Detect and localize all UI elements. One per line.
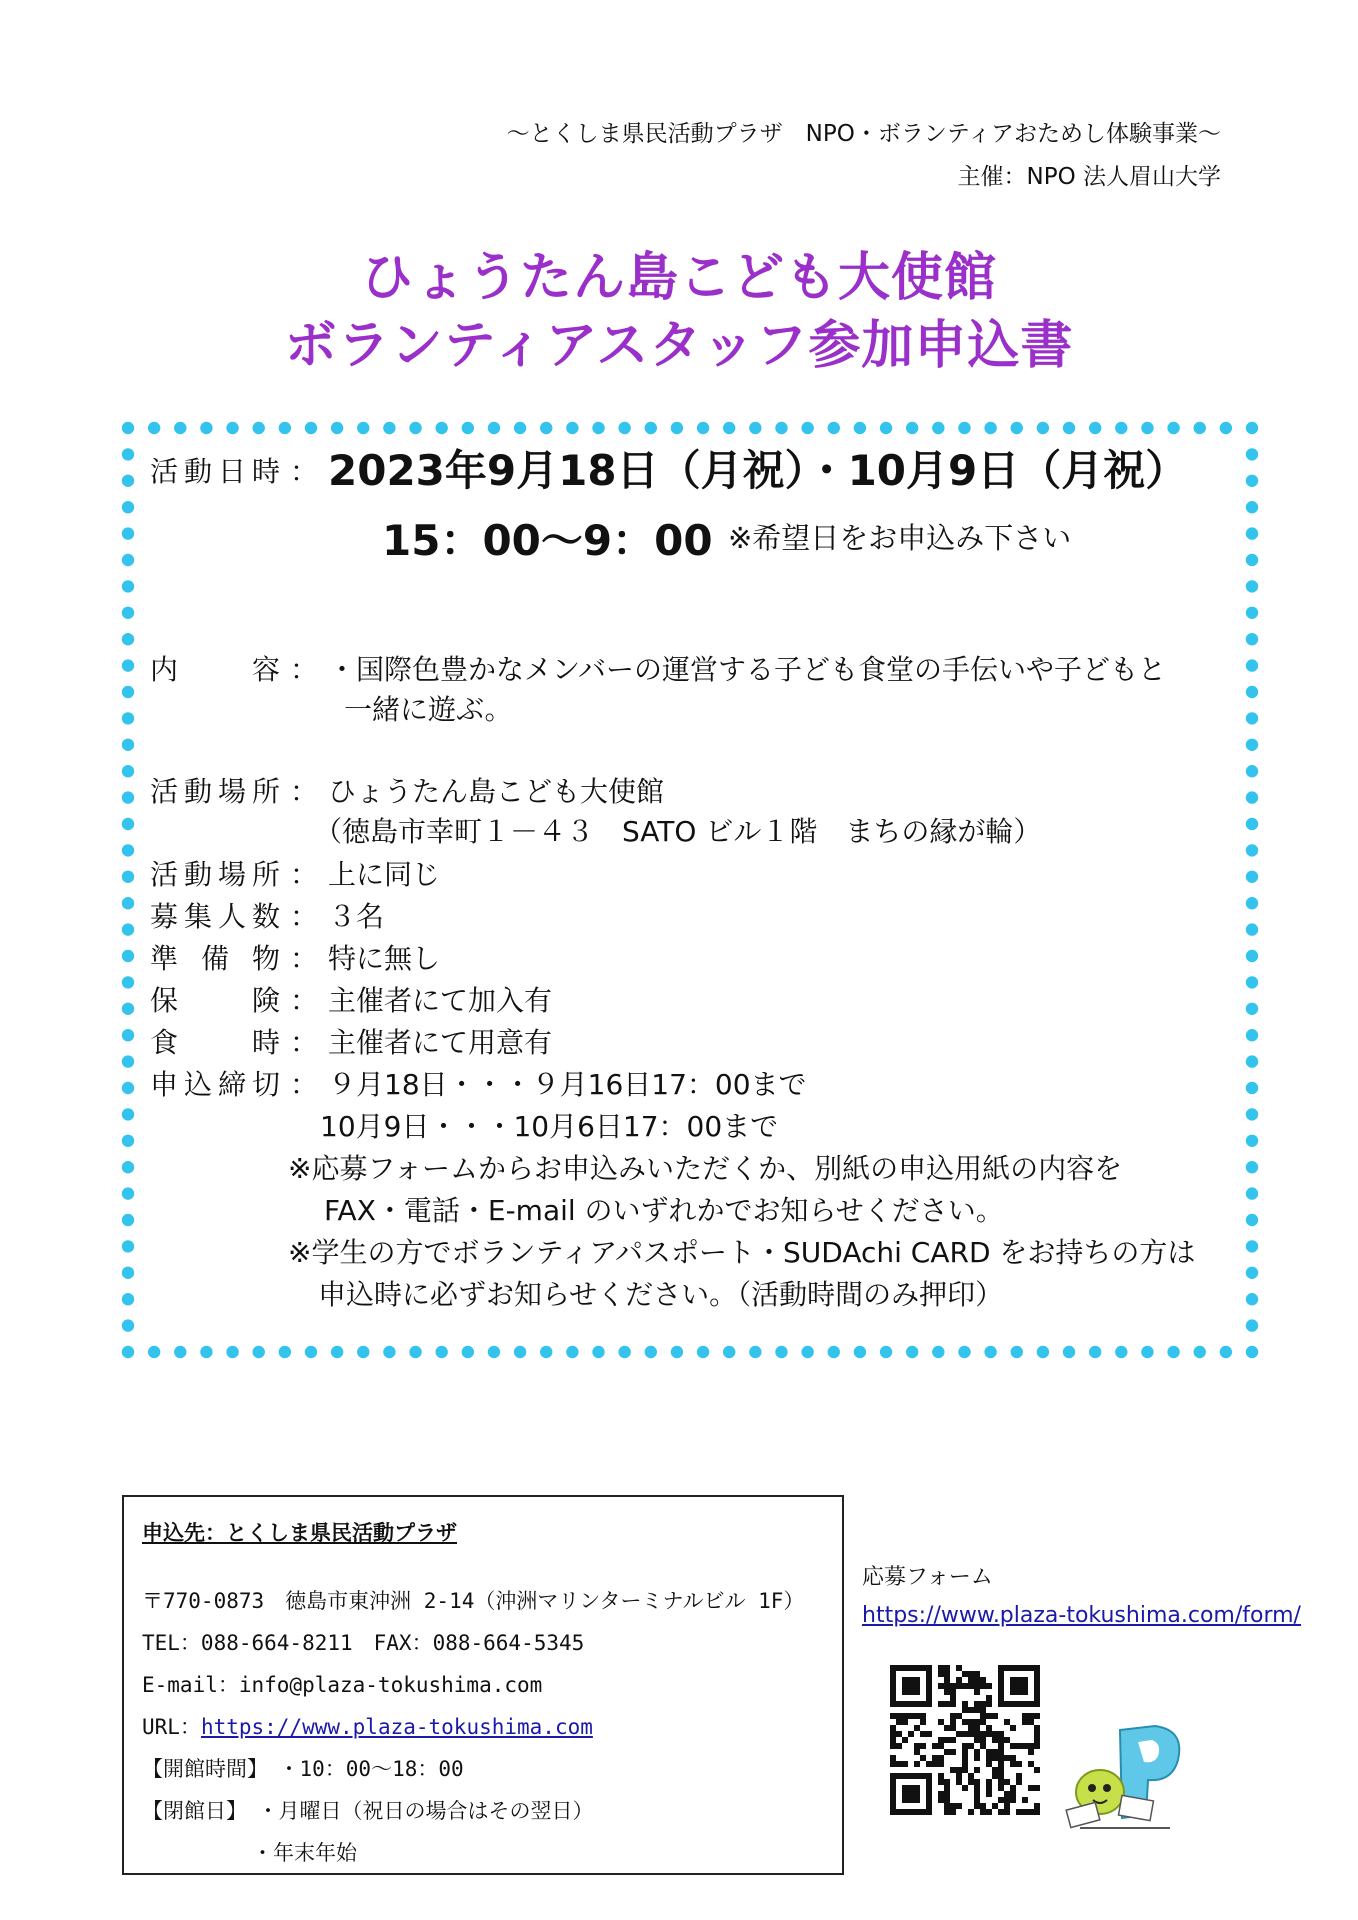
value-place2: 上に同じ bbox=[328, 858, 441, 891]
value-deadline-2: 10月9日・・・10月6日17：00まで bbox=[320, 1110, 779, 1143]
colon: ： bbox=[290, 942, 319, 975]
contact-closed: 【閉館日】 ・月曜日（祝日の場合はその翌日） bbox=[142, 1799, 594, 1823]
contact-closed-2: ・年末年始 bbox=[252, 1841, 357, 1865]
label-place: 活動場所 bbox=[150, 775, 280, 808]
label-prep: 準備物 bbox=[150, 942, 280, 975]
value-recruit: ３名 bbox=[328, 900, 385, 933]
mascot-icon bbox=[1060, 1720, 1190, 1835]
label-content: 内 容 bbox=[150, 653, 280, 686]
contact-box bbox=[122, 1495, 844, 1875]
colon: ： bbox=[290, 1068, 319, 1101]
value-content-1: ・国際色豊かなメンバーの運営する子ども食堂の手伝いや子どもと bbox=[328, 653, 1167, 686]
label-date: 活動日時 bbox=[150, 455, 280, 488]
colon: ： bbox=[290, 455, 319, 488]
details-panel bbox=[150, 440, 1250, 1340]
title-line-2: ボランティアスタッフ参加申込書 bbox=[284, 316, 1074, 376]
value-place-2: （徳島市幸町１－４３ SATO ビル１階 まちの縁が輪） bbox=[314, 815, 1042, 848]
value-date: 2023年9月18日（月祝）・10月9日（月祝） bbox=[328, 446, 1188, 495]
label-deadline: 申込締切 bbox=[150, 1068, 280, 1101]
time-note: ※希望日をお申込み下さい bbox=[728, 521, 1072, 555]
contact-url-label: URL： bbox=[142, 1715, 201, 1739]
colon: ： bbox=[290, 1026, 319, 1059]
contact-url-link[interactable]: https://www.plaza-tokushima.com bbox=[200, 1715, 593, 1739]
contact-address: 〒770-0873 徳島市東沖洲 2-14（沖洲マリンターミナルビル 1F） bbox=[142, 1589, 805, 1613]
value-meal: 主催者にて用意有 bbox=[328, 1026, 553, 1059]
contact-heading: 申込先：とくしま県民活動プラザ bbox=[142, 1521, 457, 1545]
contact-email: E-mail：info@plaza-tokushima.com bbox=[142, 1673, 543, 1697]
value-content-2: 一緒に遊ぶ。 bbox=[344, 693, 513, 726]
contact-url-row bbox=[142, 1711, 593, 1741]
note-1-line-1: ※応募フォームからお申込みいただくか、別紙の申込用紙の内容を bbox=[288, 1152, 1123, 1185]
value-time: 15：00～9：00 bbox=[382, 516, 713, 565]
note-2-line-2: 申込時に必ずお知らせください。（活動時間のみ押印） bbox=[318, 1278, 1004, 1311]
header-line-1: ～とくしま県民活動プラザ NPO・ボランティアおためし体験事業～ bbox=[506, 121, 1221, 147]
value-prep: 特に無し bbox=[328, 942, 441, 975]
value-deadline-1: ９月18日・・・９月16日17：00まで bbox=[328, 1068, 807, 1101]
note-2-line-1: ※学生の方でボランティアパスポート・SUDAchi CARD をお持ちの方は bbox=[288, 1236, 1196, 1269]
label-meal: 食 時 bbox=[150, 1026, 280, 1059]
value-place-1: ひょうたん島こども大使館 bbox=[328, 775, 665, 808]
colon: ： bbox=[290, 984, 319, 1017]
contact-hours: 【開館時間】 ・10：00～18：00 bbox=[142, 1757, 464, 1781]
label-insurance: 保 険 bbox=[150, 984, 280, 1017]
form-label: 応募フォーム bbox=[862, 1565, 993, 1590]
colon: ： bbox=[290, 775, 319, 808]
header-organizer: 主催：NPO 法人眉山大学 bbox=[957, 164, 1221, 190]
colon: ： bbox=[290, 900, 319, 933]
label-recruit: 募集人数 bbox=[150, 900, 280, 933]
colon: ： bbox=[290, 858, 319, 891]
qr-code-icon bbox=[890, 1660, 1040, 1820]
title-line-1: ひょうたん島こども大使館 bbox=[360, 248, 997, 308]
note-1-line-2: FAX・電話・E-mail のいずれかでお知らせください。 bbox=[324, 1194, 1004, 1227]
form-url-link[interactable]: https://www.plaza-tokushima.com/form/ bbox=[862, 1603, 1301, 1628]
colon: ： bbox=[290, 653, 319, 686]
contact-tel-fax: TEL：088-664-8211 FAX：088-664-5345 bbox=[142, 1631, 585, 1655]
label-place2: 活動場所 bbox=[150, 858, 280, 891]
value-insurance: 主催者にて加入有 bbox=[328, 984, 553, 1017]
